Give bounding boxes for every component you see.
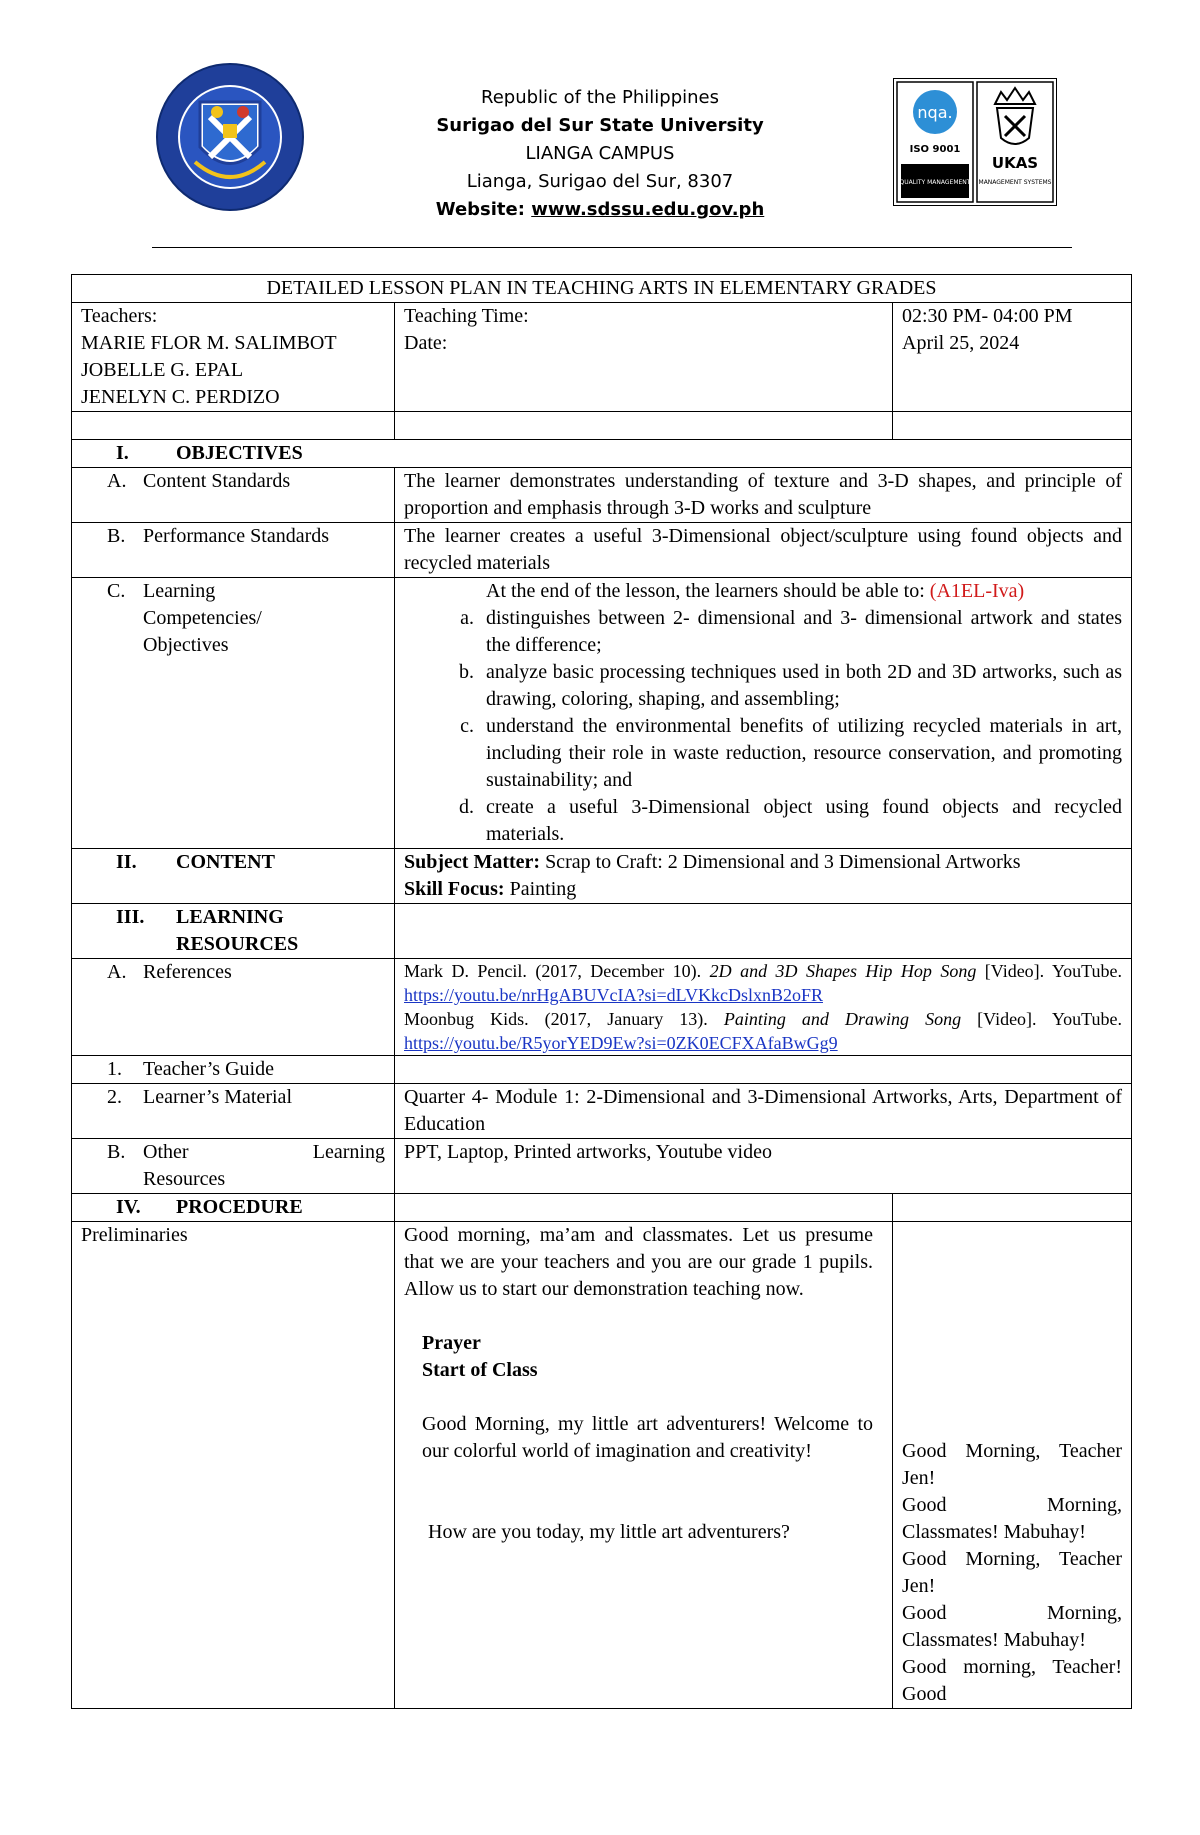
objectives-list (404, 605, 1122, 848)
website-line (380, 196, 820, 224)
ukas-mark: UKAS (991, 154, 1039, 172)
university-seal-logo (155, 62, 305, 212)
competencies-label-line: Learning (143, 580, 216, 602)
qm-mark: QUALITY MANAGEMENT (899, 179, 971, 186)
teacher-name: JENELYN C. PERDIZO (81, 386, 280, 408)
campus-address: Lianga, Surigao del Sur, 8307 (466, 171, 734, 192)
procedure-heading-row (72, 1194, 1132, 1222)
pupil-response: Good morning, Teacher! Good (902, 1656, 1123, 1705)
item-letter: B. (107, 1141, 126, 1163)
title-row (72, 275, 1132, 303)
references-row (72, 959, 1132, 1056)
nqa-mark: nqa. (917, 103, 953, 122)
time-date-values-cell (893, 303, 1132, 412)
section-number: IV. (116, 1196, 141, 1218)
header-divider (152, 247, 1072, 248)
content-standards-row (72, 468, 1132, 523)
skill-focus: Skill Focus: Painting (404, 878, 577, 900)
iso-mark: ISO 9001 (909, 144, 961, 155)
item-letter: A. (107, 470, 127, 492)
ms-mark: MANAGEMENT SYSTEMS (978, 179, 1052, 186)
lesson-plan-table (71, 274, 1132, 1709)
competencies-intro: At the end of the lesson, the learners should be able to: (A1EL-Iva) (486, 580, 1025, 602)
teachers-guide-label: Teacher’s Guide (143, 1058, 274, 1080)
performance-standards-text: The learner creates a useful 3-Dimensional object/sculpture using found objects and recycled materials (395, 523, 1132, 578)
teaching-time-value: 02:30 PM- 04:00 PM (902, 305, 1073, 327)
campus-name: LIANGA CAMPUS (525, 143, 675, 164)
date-label: Date: (404, 332, 448, 354)
preliminaries-row (72, 1222, 1132, 1709)
letterhead (380, 84, 820, 224)
item-letter: A. (107, 961, 127, 983)
republic-line: Republic of the Philippines (481, 87, 719, 108)
other-resources-text: PPT, Laptop, Printed artworks, Youtube video (395, 1139, 1132, 1194)
objectives-heading-row (72, 440, 1132, 468)
time-date-labels-cell (395, 303, 893, 412)
content-standards-text: The learner demonstrates understanding of texture and 3-D shapes, and principle of proportion and emphasis through 3-D works and sculpture (395, 468, 1132, 523)
section-number: I. (116, 442, 129, 464)
item-letter: B. (107, 525, 126, 547)
item-letter: C. (107, 580, 126, 602)
website-link[interactable]: www.sdssu.edu.gov.ph (531, 199, 765, 220)
learning-resources-heading-row (72, 904, 1132, 959)
teachers-label: Teachers: (81, 305, 158, 327)
competencies-row (72, 578, 1132, 849)
iso-certification-logo (893, 78, 1057, 206)
section-heading: RESOURCES (176, 933, 299, 955)
teacher-greeting: Good Morning, my little art adventurers! Welcome to our colorful world of imagination and creativity! (422, 1413, 873, 1462)
teaching-time-label: Teaching Time: (404, 305, 529, 327)
competency-code: (A1EL-Iva) (929, 580, 1025, 602)
pupil-response: Good Morning, Classmates! Mabuhay! (902, 1494, 1123, 1543)
pupil-response: Good Morning, Teacher Jen! (902, 1548, 1123, 1597)
prayer-heading: Prayer (422, 1332, 481, 1354)
preliminaries-label: Preliminaries (72, 1222, 395, 1709)
objective-item: d. create a useful 3-Dimensional object using found objects and recycled materials. (459, 796, 1123, 845)
date-value: April 25, 2024 (902, 332, 1020, 354)
section-heading: OBJECTIVES (176, 442, 303, 464)
learners-material-label: Learner’s Material (143, 1086, 292, 1108)
start-of-class-heading: Start of Class (422, 1359, 538, 1381)
performance-standards-label: Performance Standards (143, 525, 330, 547)
section-number: III. (116, 906, 145, 928)
reference-link[interactable]: https://youtu.be/R5yorYED9Ew?si=0ZK0ECFXAfaBwGg9 (404, 1033, 838, 1053)
reference-link[interactable]: https://youtu.be/nrHgABUVcIA?si=dLVKkcDslxnB2oFR (404, 985, 823, 1005)
teacher-question: How are you today, my little art adventurers? (428, 1521, 790, 1543)
other-resources-row (72, 1139, 1132, 1194)
content-standards-label: Content Standards (143, 470, 291, 492)
teachers-cell (72, 303, 395, 412)
other-resources-label: Resources (143, 1168, 226, 1190)
learners-material-text: Quarter 4- Module 1: 2-Dimensional and 3-Dimensional Artworks, Arts, Department of Education (395, 1084, 1132, 1139)
website-label: Website: (435, 199, 532, 220)
blank-row (72, 412, 1132, 440)
teachers-guide-row: 1. Teacher’s Guide (72, 1056, 1132, 1084)
section-heading: PROCEDURE (176, 1196, 303, 1218)
pupil-response: Good Morning, Teacher Jen! (902, 1440, 1123, 1489)
performance-standards-row (72, 523, 1132, 578)
references-label: References (143, 961, 232, 983)
section-heading: CONTENT (176, 851, 275, 873)
section-number: II. (116, 851, 137, 873)
university-name: Surigao del Sur State University (436, 115, 764, 136)
objective-item: b. analyze basic processing techniques used in both 2D and 3D artworks, such as drawing, coloring, shaping, and assembling; (459, 661, 1123, 710)
other-resources-label: Other Learning (143, 1141, 385, 1163)
subject-matter: Subject Matter: Scrap to Craft: 2 Dimensional and 3 Dimensional Artworks (404, 851, 1021, 873)
plan-title: DETAILED LESSON PLAN IN TEACHING ARTS IN ELEMENTARY GRADES (72, 275, 1132, 303)
objective-item: c. understand the environmental benefits of utilizing recycled materials in art, including their role in waste reduction, resource conservation, and promoting sustainability; and (460, 715, 1123, 791)
objective-item: a. distinguishes between 2- dimensional and 3- dimensional artwork and states the difference; (460, 607, 1123, 656)
teacher-name: MARIE FLOR M. SALIMBOT (81, 332, 337, 354)
teacher-name: JOBELLE G. EPAL (81, 359, 244, 381)
competencies-label-line: Competencies/ (143, 607, 262, 629)
preliminaries-intro: Good morning, ma’am and classmates. Let us presume that we are your teachers and you are our grade 1 pupils. Allow us to start our demonstration teaching now. (404, 1224, 873, 1300)
competencies-label-line: Objectives (143, 634, 229, 656)
reference-entry: Moonbug Kids. (2017, January 13). Painting and Drawing Song [Video]. YouTube. https://youtu.be/R5yorYED9Ew?si=0ZK0ECFXAfaBwGg9 (404, 1009, 1123, 1053)
learners-material-row: 2. Learner’s Material Quarter 4- Module 1: 2-Dimensional and 3-Dimensional Artworks, Arts, Department of Education (72, 1084, 1132, 1139)
reference-entry: Mark D. Pencil. (2017, December 10). 2D and 3D Shapes Hip Hop Song [Video]. YouTube. https://youtu.be/nrHgABUVcIA?si=dLVKkcDslxnB2oFR (404, 961, 1123, 1005)
pupil-response: Good Morning, Classmates! Mabuhay! (902, 1602, 1123, 1651)
section-heading: LEARNING (176, 906, 284, 928)
content-row (72, 849, 1132, 904)
info-row (72, 303, 1132, 412)
